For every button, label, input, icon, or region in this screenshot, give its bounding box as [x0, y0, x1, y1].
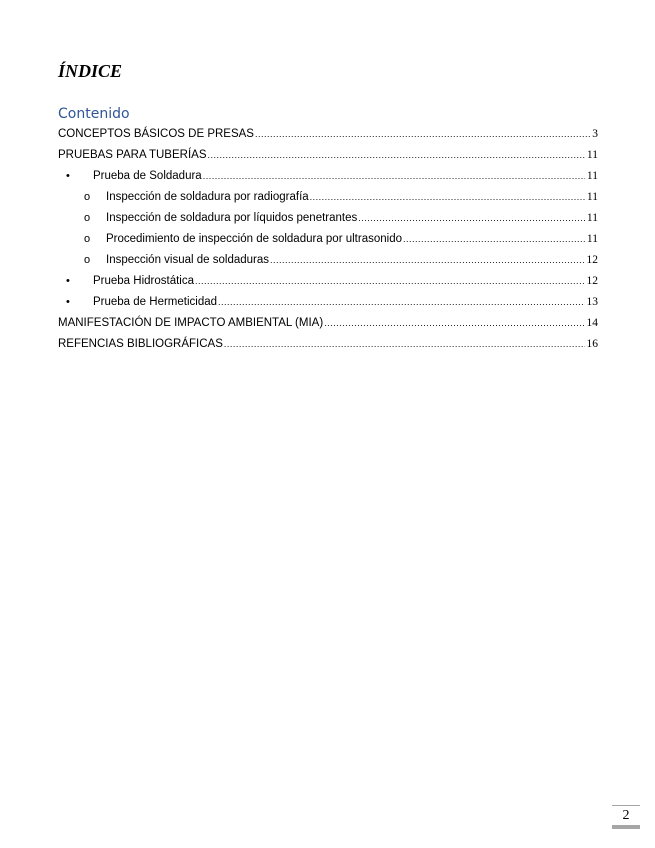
- toc-dot-leader: [403, 229, 585, 249]
- toc-page-number: 16: [586, 338, 598, 350]
- toc-entry-label: Inspección de soldadura por líquidos penetrantes: [106, 212, 358, 224]
- toc-dot-leader: [310, 187, 585, 207]
- toc-entry-manifestacion-impacto-ambiental[interactable]: [0, 313, 655, 333]
- toc-entry-prueba-de-soldadura[interactable]: [0, 166, 655, 186]
- toc-dot-leader: [270, 250, 584, 270]
- toc-dot-leader: [224, 334, 585, 354]
- toc-page-number: 12: [586, 254, 598, 266]
- toc-title: Contenido: [58, 106, 130, 122]
- toc-entry-label: Inspección visual de soldaduras: [106, 254, 270, 266]
- toc-entry-label: Procedimiento de inspección de soldadura por ultrasonido: [106, 233, 402, 245]
- toc-entry-conceptos-basicos-de-presas[interactable]: [0, 124, 655, 144]
- toc-entry-inspeccion-liquidos-penetrantes[interactable]: [0, 208, 655, 228]
- sub-bullet-marker: o: [84, 233, 91, 245]
- toc-dot-leader: [195, 271, 585, 291]
- toc-page-number: 11: [586, 212, 598, 224]
- footer-page-number: 2: [612, 805, 640, 829]
- toc-entry-label: REFENCIAS BIBLIOGRÁFICAS: [58, 338, 223, 350]
- bullet-marker: •: [66, 296, 70, 308]
- toc-page-number: 12: [586, 275, 598, 287]
- toc-page-number: 14: [586, 317, 598, 329]
- sub-bullet-marker: o: [84, 212, 91, 224]
- toc-page-number: 11: [586, 233, 598, 245]
- toc-dot-leader: [207, 145, 584, 165]
- toc-page-number: 11: [586, 170, 598, 182]
- toc-page-number: 13: [586, 296, 598, 308]
- toc-entry-referencias-bibliograficas[interactable]: [0, 334, 655, 354]
- toc-dot-leader: [203, 166, 585, 186]
- toc-entry-label: Inspección de soldadura por radiografía: [106, 191, 309, 203]
- toc-dot-leader: [324, 313, 584, 333]
- bullet-marker: •: [66, 170, 70, 182]
- toc-entry-label: Prueba de Soldadura: [93, 170, 202, 182]
- toc-page-number: 11: [586, 149, 598, 161]
- toc-dot-leader: [358, 208, 585, 228]
- toc-entry-label: Prueba Hidrostática: [93, 275, 194, 287]
- sub-bullet-marker: o: [84, 191, 91, 203]
- toc-entry-pruebas-para-tuberias[interactable]: [0, 145, 655, 165]
- toc-entry-label: MANIFESTACIÓN DE IMPACTO AMBIENTAL (MIA): [58, 317, 324, 329]
- toc-dot-leader: [255, 124, 590, 144]
- toc-entry-prueba-hidrostatica[interactable]: [0, 271, 655, 291]
- toc-entry-procedimiento-ultrasonido[interactable]: [0, 229, 655, 249]
- toc-entry-inspeccion-radiografia[interactable]: [0, 187, 655, 207]
- toc-entry-label: PRUEBAS PARA TUBERÍAS: [58, 149, 207, 161]
- toc-entry-label: CONCEPTOS BÁSICOS DE PRESAS: [58, 128, 254, 140]
- toc-entry-label: Prueba de Hermeticidad: [93, 296, 218, 308]
- toc-entry-inspeccion-visual[interactable]: [0, 250, 655, 270]
- page-heading: ÍNDICE: [58, 61, 123, 81]
- toc-page-number: 11: [586, 191, 598, 203]
- toc-entry-prueba-de-hermeticidad[interactable]: [0, 292, 655, 312]
- toc-page-number: 3: [592, 128, 598, 140]
- bullet-marker: •: [66, 275, 70, 287]
- sub-bullet-marker: o: [84, 254, 91, 266]
- toc-dot-leader: [218, 292, 584, 312]
